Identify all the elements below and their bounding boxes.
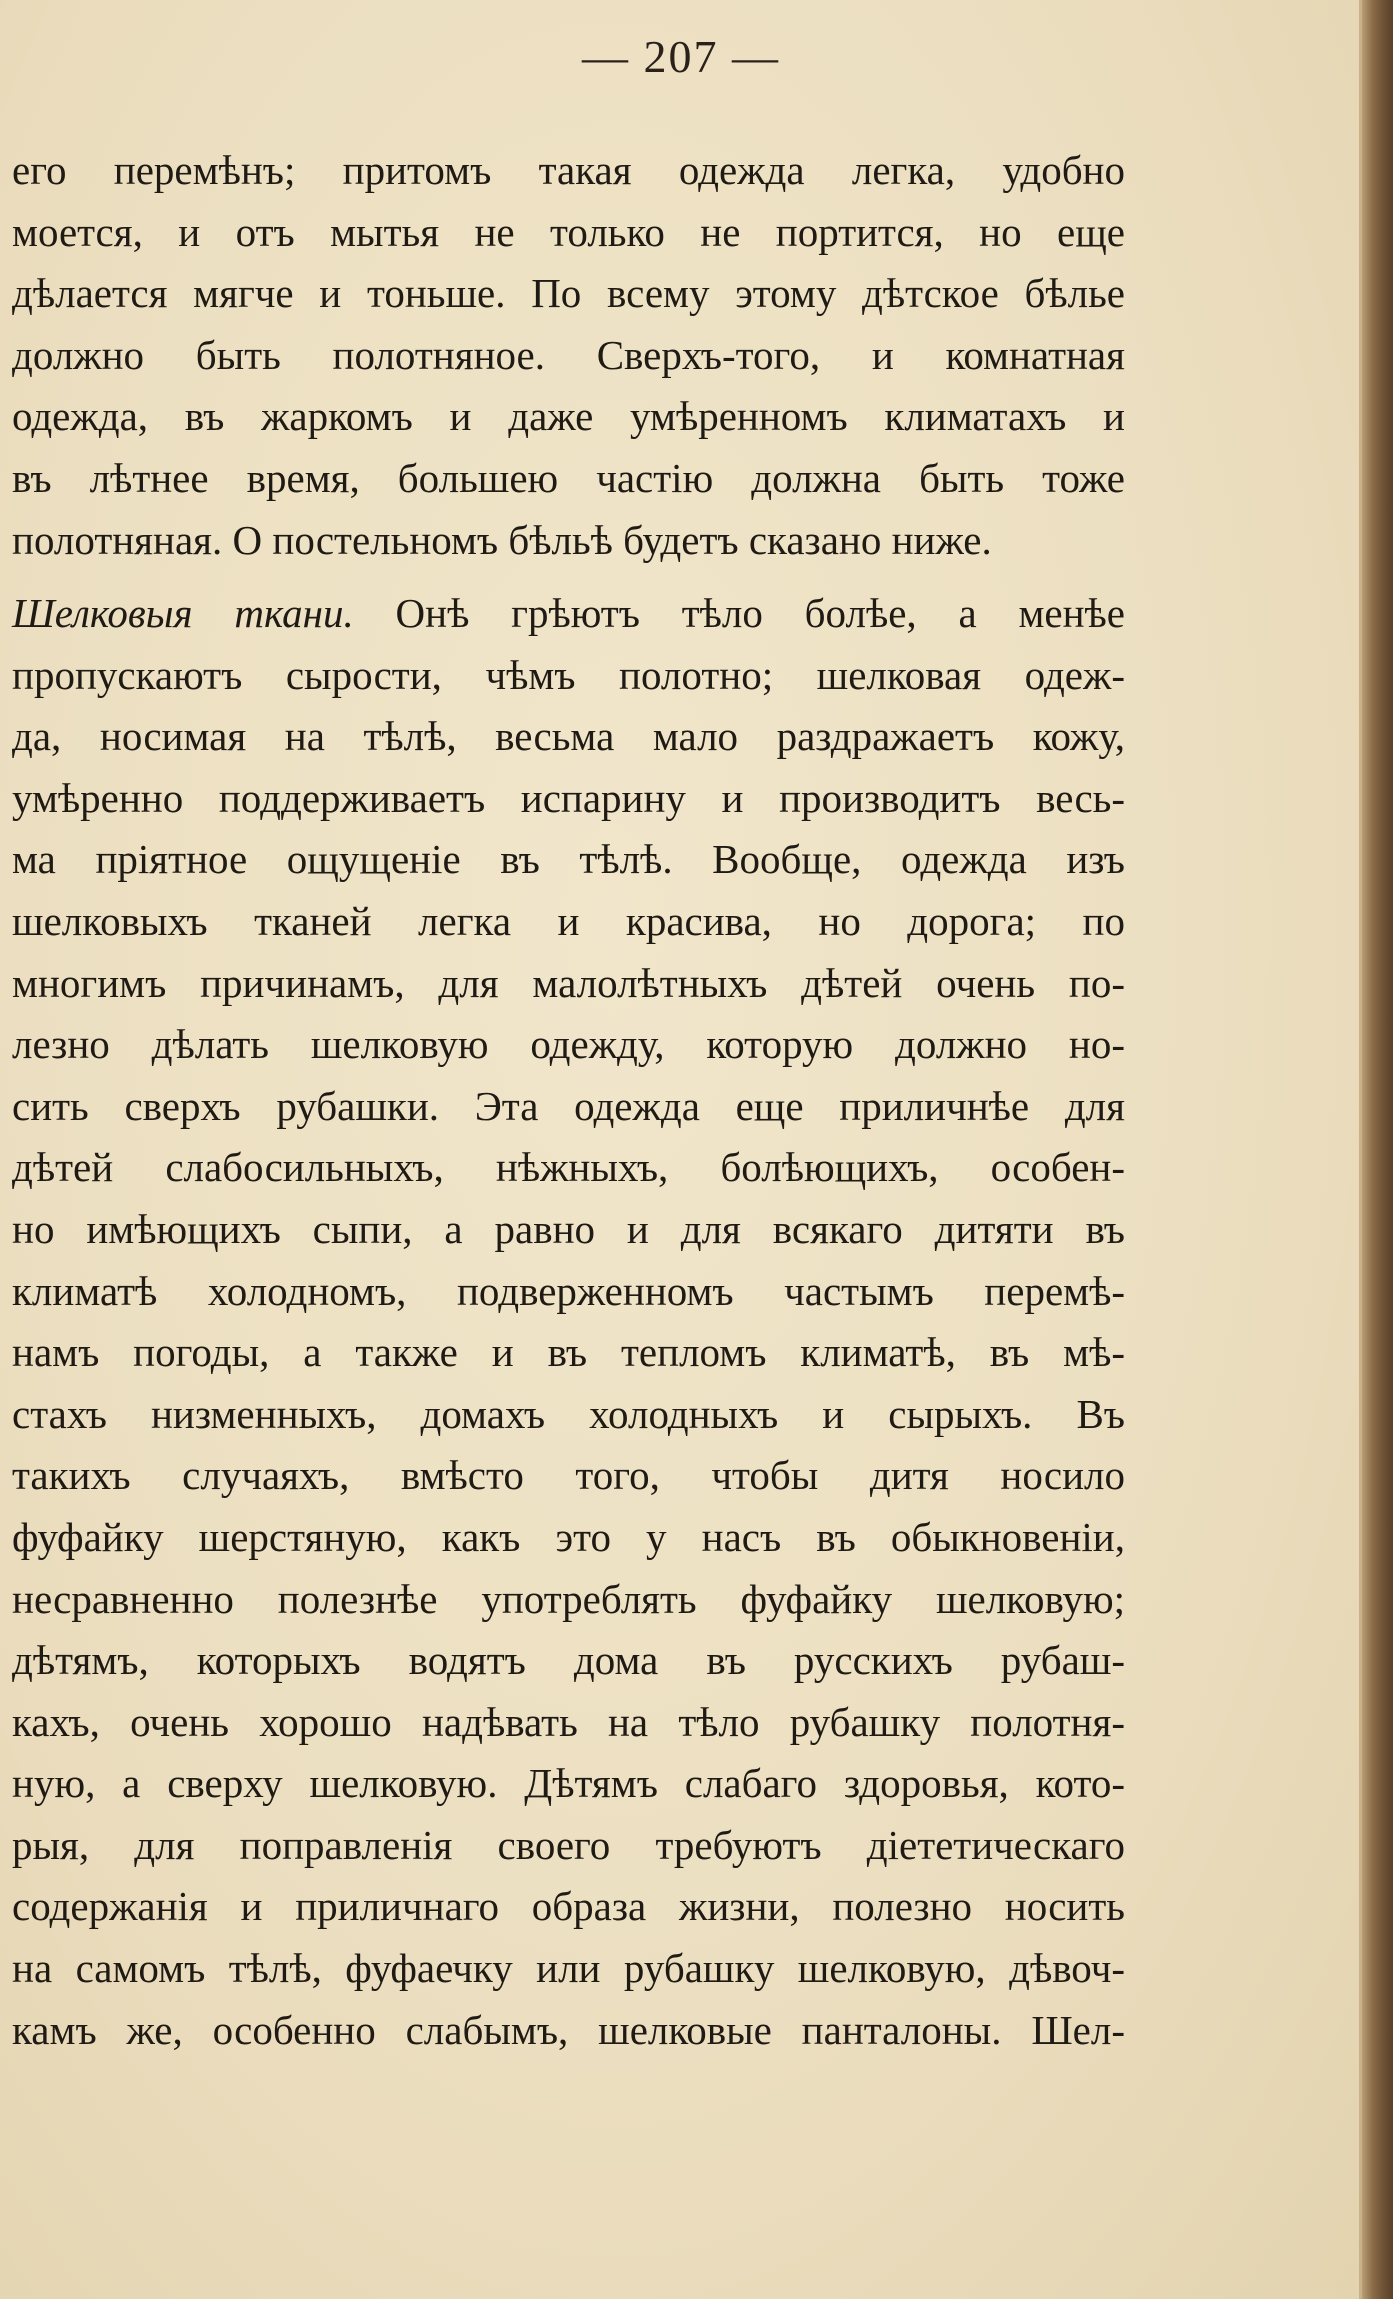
section-lead: Шелковыя ткани.: [12, 590, 354, 636]
text-line: его перемѣнъ; притомъ такая одежда легка, удобно: [12, 147, 1125, 193]
text-line: дѣлается мягче и тоньше. По всему этому дѣтское бѣлье: [12, 270, 1125, 317]
text-line: сить сверхъ рубашки. Эта одежда еще приличнѣе для: [12, 1082, 1125, 1129]
text-line-rest: Онѣ грѣютъ тѣло болѣе, а менѣе: [353, 590, 1125, 636]
text-line: умѣренно поддерживаетъ испарину и производитъ весь-: [12, 774, 1125, 821]
text-line: намъ погоды, а также и въ тепломъ климатѣ, въ мѣ-: [12, 1329, 1125, 1376]
paragraph-silk: [12, 583, 1125, 2061]
text-line: лезно дѣлать шелковую одежду, которую должно но-: [12, 1021, 1125, 1068]
text-line: дѣтямъ, которыхъ водятъ дома въ русскихъ рубаш-: [12, 1637, 1125, 1684]
text-line: рыя, для поправленія своего требуютъ діететическаго: [12, 1821, 1125, 1868]
text-line: такихъ случаяхъ, вмѣсто того, чтобы дитя носило: [12, 1452, 1125, 1499]
book-page-edge: [1362, 0, 1393, 2299]
text-line: да, носимая на тѣлѣ, весьма мало раздражаетъ кожу,: [12, 713, 1125, 760]
text-line: моется, и отъ мытья не только не портится, но еще: [12, 208, 1125, 255]
text-line: на самомъ тѣлѣ, фуфаечку или рубашку шелковую, дѣвоч-: [12, 1945, 1125, 1992]
text-line: шелковыхъ тканей легка и красива, но дорога; по: [12, 897, 1125, 944]
paragraph-linen: [12, 140, 1125, 571]
text-line: климатѣ холодномъ, подверженномъ частымъ перемѣ-: [12, 1267, 1125, 1314]
text-line: фуфайку шерстяную, какъ это у насъ въ обыкновеніи,: [12, 1513, 1125, 1560]
text-line: въ лѣтнее время, большею частію должна быть тоже: [12, 454, 1125, 501]
text-line: должно быть полотняное. Сверхъ-того, и комнатная: [12, 331, 1125, 378]
text-line: многимъ причинамъ, для малолѣтныхъ дѣтей очень по-: [12, 959, 1125, 1006]
text-line: полотняная. О постельномъ бѣльѣ будетъ сказано ниже.: [12, 516, 992, 563]
text-line: ма пріятное ощущеніе въ тѣлѣ. Вообще, одежда изъ: [12, 836, 1125, 883]
text-line-first: [12, 583, 1125, 645]
text-line: пропускаютъ сырости, чѣмъ полотно; шелковая одеж-: [12, 651, 1125, 698]
text-line: несравненно полезнѣе употреблять фуфайку шелковую;: [12, 1575, 1125, 1622]
text-line: одежда, въ жаркомъ и даже умѣренномъ климатахъ и: [12, 393, 1125, 440]
text-line: ную, а сверху шелковую. Дѣтямъ слабаго здоровья, кото-: [12, 1760, 1125, 1807]
text-line: дѣтей слабосильныхъ, нѣжныхъ, болѣющихъ, особен-: [12, 1144, 1125, 1191]
text-line: камъ же, особенно слабымъ, шелковые панталоны. Шел-: [12, 2006, 1125, 2053]
text-line: стахъ низменныхъ, домахъ холодныхъ и сырыхъ. Въ: [12, 1390, 1125, 1437]
text-line: содержанія и приличнаго образа жизни, полезно носить: [12, 1883, 1125, 1930]
text-line: кахъ, очень хорошо надѣвать на тѣло рубашку полотня-: [12, 1698, 1125, 1745]
text-line: но имѣющихъ сыпи, а равно и для всякаго дитяти въ: [12, 1205, 1125, 1252]
page-number-header: — 207 —: [582, 31, 780, 82]
